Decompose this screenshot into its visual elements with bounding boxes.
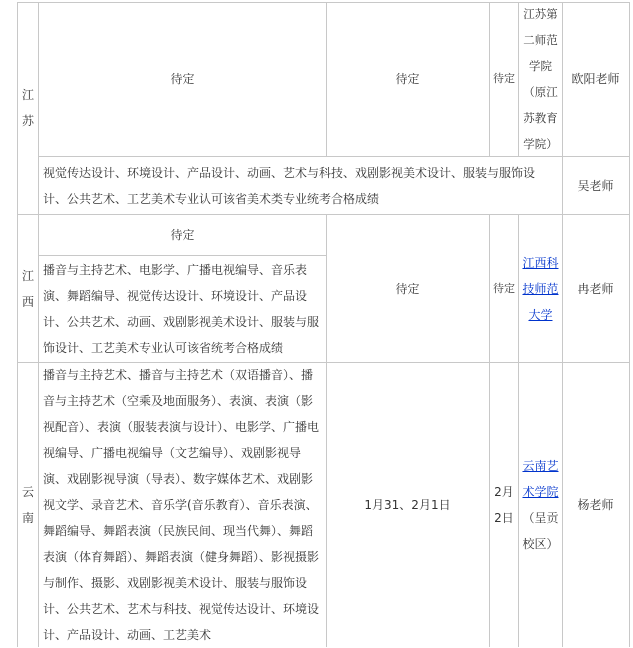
result-date-cell (489, 2, 519, 156)
province-cell-jiangxi (17, 215, 39, 362)
province-label: 云南 (21, 485, 34, 525)
school-text: 江苏第二师范学院（原江苏教育学院） (523, 7, 558, 151)
province-label: 江西 (21, 268, 34, 309)
school-cell (519, 215, 562, 362)
majors-cell (39, 2, 326, 156)
teacher-cell (562, 2, 629, 156)
grid-line (518, 2, 519, 157)
school-link[interactable]: 江西科技师范大学 (522, 255, 559, 322)
majors-cell (39, 363, 326, 647)
result-date-text: 待定 (493, 72, 515, 85)
grid-line (489, 215, 490, 647)
majors-text: 待定 (170, 228, 195, 242)
teacher-cell (562, 215, 629, 362)
result-date-cell (489, 363, 519, 647)
exam-date-text: 待定 (395, 72, 420, 86)
grid-line (326, 215, 327, 647)
school-cell (519, 2, 562, 156)
school-link[interactable]: 云南艺术学院 (522, 459, 559, 499)
province-label: 江苏 (21, 88, 34, 128)
result-date-cell (489, 215, 519, 362)
grid-line (17, 2, 18, 647)
exam-date-text: 待定 (395, 281, 420, 296)
province-cell-jiangsu (17, 2, 39, 214)
exam-date-cell (326, 215, 489, 362)
result-date-text: 2月2日 (494, 485, 514, 525)
result-date-text: 待定 (493, 281, 515, 295)
teacher-text: 吴老师 (577, 178, 614, 193)
teacher-text: 欧阳老师 (571, 72, 620, 86)
grid-line (629, 2, 630, 647)
teacher-text: 杨老师 (577, 498, 614, 512)
majors-cell (39, 157, 562, 214)
province-cell-yunnan (17, 363, 39, 647)
majors-text: 视觉传达设计、环境设计、产品设计、动画、艺术与科技、戏剧影视美术设计、服装与服饰设计、公共艺术、工艺美术专业认可该省美术类专业统考合格成绩 (43, 165, 536, 206)
grid-line (17, 2, 630, 3)
exam-date-cell (326, 363, 489, 647)
majors-cell (39, 215, 326, 255)
grid-line (326, 2, 327, 157)
school-note: （呈贡校区） (522, 511, 559, 551)
majors-text: 播音与主持艺术、电影学、广播电视编导、音乐表演、舞蹈编导、视觉传达设计、环境设计、产品设计、公共艺术、动画、戏剧影视美术设计、服装与服饰设计、工艺美术专业认可该省统考合格成绩 (43, 263, 320, 355)
school-cell (519, 363, 562, 647)
grid-line (38, 255, 327, 256)
grid-line (38, 2, 39, 647)
teacher-cell (562, 363, 629, 647)
grid-line (17, 214, 630, 215)
teacher-text: 冉老师 (577, 281, 614, 296)
exam-date-cell (326, 2, 489, 156)
grid-line (562, 2, 563, 647)
grid-line (518, 215, 519, 647)
teacher-cell (562, 157, 629, 214)
majors-text: 播音与主持艺术、播音与主持艺术（双语播音）、播音与主持艺术（空乘及地面服务）、表演、表演（影视配音）、表演（服装表演与设计）、电影学、广播电视编导、广播电视编导（文艺编导）、戏剧影视导演、戏剧影视导演（导表）、数字媒体艺术、戏剧影视文学、录音艺术、音乐学(音乐教育）、音乐表演、舞蹈编导、舞蹈表演（民族民间、现当代舞）、舞蹈表演（体育舞蹈）、舞蹈表演（健身舞蹈）、影视摄影与制作、摄影、戏剧影视美术设计、服装与服饰设计、公共艺术、艺术与科技、视觉传达设计、环境设计、产品设计、动画、工艺美术 (43, 368, 320, 642)
grid-line (17, 362, 630, 363)
grid-line (38, 156, 630, 157)
majors-cell (39, 256, 326, 362)
grid-line (489, 2, 490, 157)
exam-date-text: 1月31、2月1日 (364, 498, 451, 512)
majors-text: 待定 (170, 72, 195, 86)
